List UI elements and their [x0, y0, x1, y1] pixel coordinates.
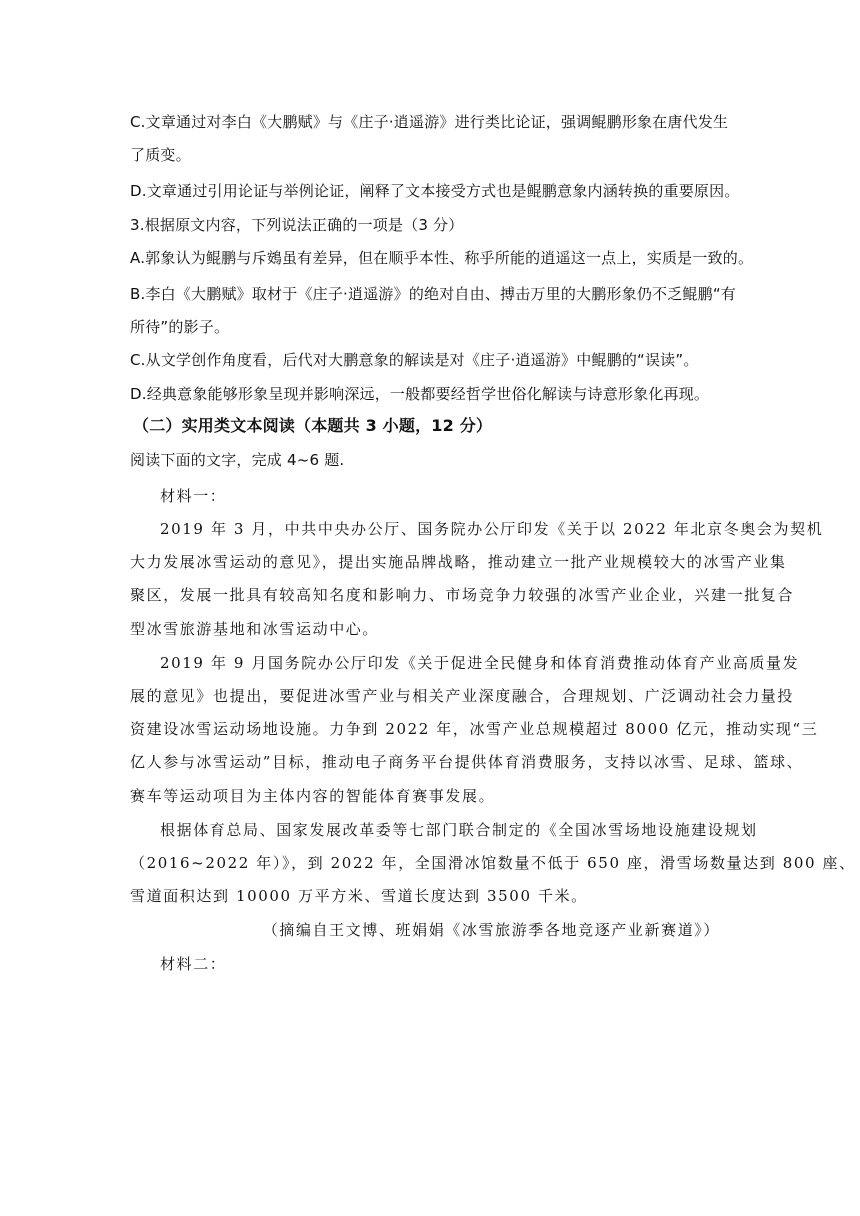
paragraph-one-line: 2019 年 3 月，中共中央办公厅、国务院办公厅印发《关于以 2022 年北京冬奥会为契机 — [160, 520, 824, 538]
material-two-title: 材料二： — [160, 955, 227, 973]
paragraph-two-line: 2019 年 9 月国务院办公厅印发《关于促进全民健身和体育消费推动体育产业高质量发 — [160, 654, 800, 672]
paragraph-two-line: 亿人参与冰雪运动”目标，推动电子商务平台提供体育消费服务，支持以冰雪、足球、篮球、 — [130, 753, 804, 771]
paragraph-one-line: 聚区，发展一批具有较高知名度和影响力、市场竞争力较强的冰雪产业企业，兴建一批复合 — [130, 586, 795, 604]
paragraph-three-line: 雪道面积达到 10000 万平方米、雪道长度达到 3500 千米。 — [130, 887, 588, 905]
q3-option-d: D.经典意象能够形象呈现并影响深远，一般都要经哲学世俗化解读与诗意形象化再现。 — [130, 385, 710, 403]
source-citation: （摘编自王文博、班娟娟《冰雪旅游季各地竞逐产业新赛道》） — [262, 921, 720, 939]
q2-option-c-line1: C.文章通过对李白《大鹏赋》与《庄子·逍遥游》进行类比论证，强调鲲鹏形象在唐代发生 — [130, 113, 729, 131]
q2-option-d: D.文章通过引用论证与举例论证，阐释了文本接受方式也是鲲鹏意象内涵转换的重要原因。 — [130, 182, 740, 200]
paragraph-three-line: 根据体育总局、国家发展改革委等七部门联合制定的《全国冰雪场地设施建设规划 — [160, 821, 758, 839]
q3-option-c: C.从文学创作角度看，后代对大鹏意象的解读是对《庄子·逍遥游》中鲲鹏的“误读”。 — [130, 351, 699, 369]
section-heading: （二）实用类文本阅读（本题共 3 小题，12 分） — [133, 416, 493, 435]
paragraph-two-line: 展的意见》也提出，要促进冰雪产业与相关产业深度融合，合理规划、广泛调动社会力量投 — [130, 687, 795, 705]
paragraph-two-line: 资建设冰雪运动场地设施。力争到 2022 年，冰雪产业总规模超过 8000 亿元，推动实现“三 — [130, 720, 819, 738]
q3-stem: 3.根据原文内容，下列说法正确的一项是（3 分） — [130, 216, 464, 234]
q3-option-b-line2: 所待”的影子。 — [130, 318, 230, 336]
paragraph-two-line: 赛车等运动项目为主体内容的智能体育赛事发展。 — [130, 787, 496, 805]
q3-option-a: A.郭象认为鲲鹏与斥鴳虽有差异，但在顺乎本性、称乎所能的逍遥这一点上，实质是一致的。 — [130, 249, 754, 267]
paragraph-three-line: （2016~2022 年）》，到 2022 年，全国滑冰馆数量不低于 650 座，滑雪场数量达到 800 座、 — [130, 854, 856, 872]
q2-option-c-line2: 了质变。 — [130, 146, 191, 164]
q3-option-b-line1: B.李白《大鹏赋》取材于《庄子·逍遥游》的绝对自由、搏击万里的大鹏形象仍不乏鲲鹏“有 — [130, 285, 737, 303]
paragraph-one-line: 型冰雪旅游基地和冰雪运动中心。 — [130, 620, 380, 638]
material-one-title: 材料一： — [160, 487, 227, 505]
reading-instruction: 阅读下面的文字，完成 4~6 题. — [130, 451, 345, 469]
paragraph-one-line: 大力发展冰雪运动的意见》，提出实施品牌战略，推动建立一批产业规模较大的冰雪产业集 — [130, 553, 787, 571]
